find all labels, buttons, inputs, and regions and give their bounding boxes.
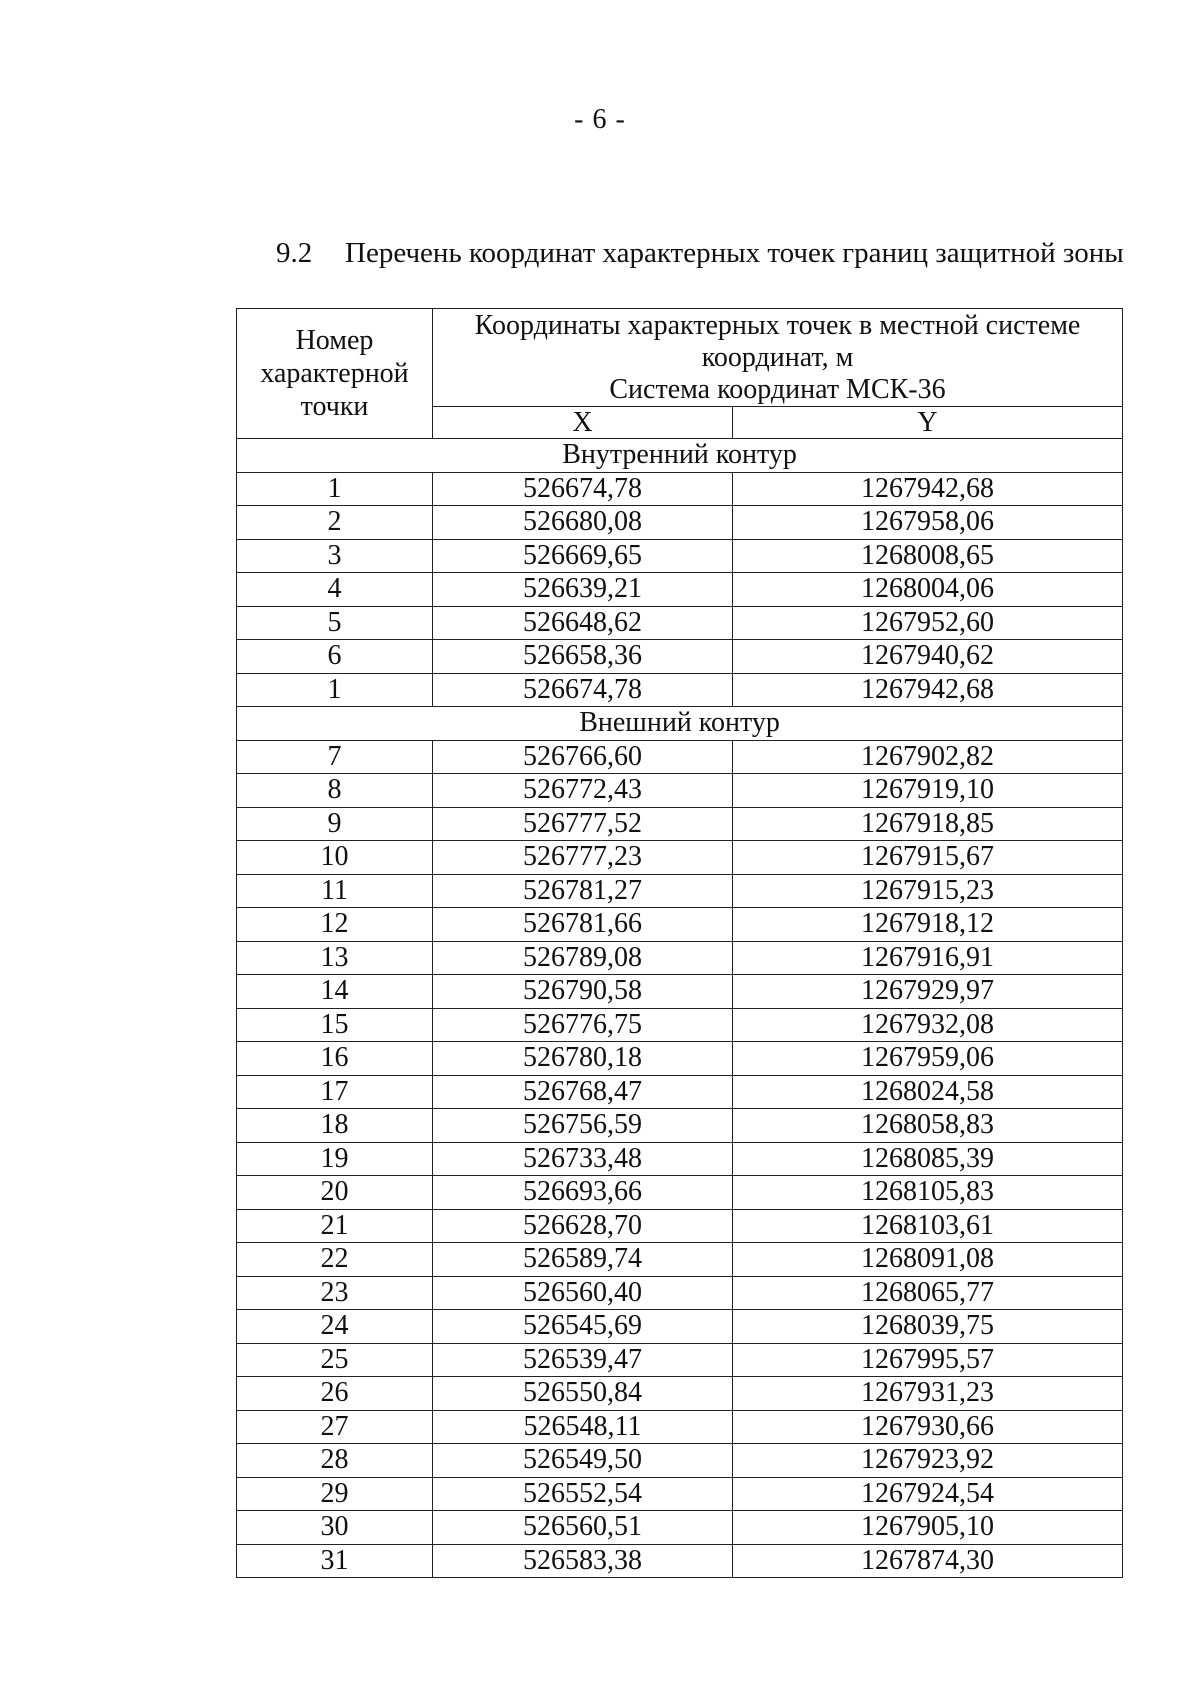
header-coordinates-line2: координат, м xyxy=(701,341,854,373)
table-row xyxy=(237,1109,1123,1143)
table-row xyxy=(237,1511,1123,1545)
x-coordinate-cell: 526781,66 xyxy=(433,908,733,942)
table-row xyxy=(237,1477,1123,1511)
x-coordinate-cell: 526548,11 xyxy=(433,1410,733,1444)
y-coordinate-cell: 1267931,23 xyxy=(733,1377,1123,1411)
y-coordinate-cell: 1267952,60 xyxy=(733,606,1123,640)
point-number-cell: 26 xyxy=(237,1377,433,1411)
x-coordinate-cell: 526658,36 xyxy=(433,640,733,674)
point-number-cell: 1 xyxy=(237,472,433,506)
table-row xyxy=(237,807,1123,841)
table-row xyxy=(237,908,1123,942)
point-number-cell: 18 xyxy=(237,1109,433,1143)
table-row xyxy=(237,1142,1123,1176)
x-coordinate-cell: 526777,52 xyxy=(433,807,733,841)
x-coordinate-cell: 526549,50 xyxy=(433,1444,733,1478)
table-row xyxy=(237,1444,1123,1478)
x-coordinate-cell: 526560,40 xyxy=(433,1276,733,1310)
point-number-cell: 17 xyxy=(237,1075,433,1109)
point-number-cell: 9 xyxy=(237,807,433,841)
point-number-cell: 25 xyxy=(237,1343,433,1377)
header-x: X xyxy=(433,407,733,439)
y-coordinate-cell: 1267932,08 xyxy=(733,1008,1123,1042)
y-coordinate-cell: 1267940,62 xyxy=(733,640,1123,674)
x-coordinate-cell: 526550,84 xyxy=(433,1377,733,1411)
x-coordinate-cell: 526552,54 xyxy=(433,1477,733,1511)
x-coordinate-cell: 526781,27 xyxy=(433,874,733,908)
coordinates-table xyxy=(236,308,1123,1578)
y-coordinate-cell: 1267923,92 xyxy=(733,1444,1123,1478)
point-number-cell: 30 xyxy=(237,1511,433,1545)
table-row xyxy=(237,1008,1123,1042)
y-coordinate-cell: 1267959,06 xyxy=(733,1042,1123,1076)
y-coordinate-cell: 1267995,57 xyxy=(733,1343,1123,1377)
y-coordinate-cell: 1267874,30 xyxy=(733,1544,1123,1578)
point-number-cell: 23 xyxy=(237,1276,433,1310)
y-coordinate-cell: 1268024,58 xyxy=(733,1075,1123,1109)
point-number-cell: 29 xyxy=(237,1477,433,1511)
table-row xyxy=(237,874,1123,908)
y-coordinate-cell: 1267905,10 xyxy=(733,1511,1123,1545)
point-number-cell: 12 xyxy=(237,908,433,942)
section-number: 9.2 xyxy=(276,237,313,269)
table-row xyxy=(237,1410,1123,1444)
table-row xyxy=(237,472,1123,506)
point-number-cell: 24 xyxy=(237,1310,433,1344)
y-coordinate-cell: 1268058,83 xyxy=(733,1109,1123,1143)
x-coordinate-cell: 526628,70 xyxy=(433,1209,733,1243)
x-coordinate-cell: 526680,08 xyxy=(433,506,733,540)
y-coordinate-cell: 1267919,10 xyxy=(733,774,1123,808)
y-coordinate-cell: 1267958,06 xyxy=(733,506,1123,540)
header-coordinates-line1: Координаты характерных точек в местной системе xyxy=(474,309,1081,341)
table-row xyxy=(237,606,1123,640)
table-row xyxy=(237,1176,1123,1210)
section-row xyxy=(237,439,1123,473)
header-y: Y xyxy=(733,407,1123,439)
y-coordinate-cell: 1267942,68 xyxy=(733,472,1123,506)
section-title-cell: Внешний контур xyxy=(237,707,1123,741)
y-coordinate-cell: 1267915,67 xyxy=(733,841,1123,875)
section-title-cell: Внутренний контур xyxy=(237,439,1123,473)
x-coordinate-cell: 526693,66 xyxy=(433,1176,733,1210)
header-coordinates xyxy=(433,309,1123,407)
header-point-number: Номер характерной точки xyxy=(237,309,433,439)
x-coordinate-cell: 526777,23 xyxy=(433,841,733,875)
x-coordinate-cell: 526756,59 xyxy=(433,1109,733,1143)
point-number-cell: 11 xyxy=(237,874,433,908)
point-number-cell: 27 xyxy=(237,1410,433,1444)
table-row xyxy=(237,1377,1123,1411)
table-row xyxy=(237,1276,1123,1310)
y-coordinate-cell: 1267916,91 xyxy=(733,941,1123,975)
y-coordinate-cell: 1268085,39 xyxy=(733,1142,1123,1176)
x-coordinate-cell: 526639,21 xyxy=(433,573,733,607)
x-coordinate-cell: 526766,60 xyxy=(433,740,733,774)
point-number-cell: 7 xyxy=(237,740,433,774)
point-number-cell: 28 xyxy=(237,1444,433,1478)
point-number-cell: 6 xyxy=(237,640,433,674)
point-number-cell: 31 xyxy=(237,1544,433,1578)
y-coordinate-cell: 1268091,08 xyxy=(733,1243,1123,1277)
y-coordinate-cell: 1267902,82 xyxy=(733,740,1123,774)
x-coordinate-cell: 526790,58 xyxy=(433,975,733,1009)
y-coordinate-cell: 1267918,12 xyxy=(733,908,1123,942)
y-coordinate-cell: 1268105,83 xyxy=(733,1176,1123,1210)
point-number-cell: 3 xyxy=(237,539,433,573)
y-coordinate-cell: 1268004,06 xyxy=(733,573,1123,607)
point-number-cell: 8 xyxy=(237,774,433,808)
table-row xyxy=(237,841,1123,875)
point-number-cell: 1 xyxy=(237,673,433,707)
table-header xyxy=(237,309,1123,439)
y-coordinate-cell: 1267924,54 xyxy=(733,1477,1123,1511)
section-heading xyxy=(276,236,1124,270)
x-coordinate-cell: 526539,47 xyxy=(433,1343,733,1377)
y-coordinate-cell: 1267929,97 xyxy=(733,975,1123,1009)
table-row xyxy=(237,573,1123,607)
table-row xyxy=(237,640,1123,674)
x-coordinate-cell: 526583,38 xyxy=(433,1544,733,1578)
x-coordinate-cell: 526780,18 xyxy=(433,1042,733,1076)
x-coordinate-cell: 526589,74 xyxy=(433,1243,733,1277)
point-number-cell: 4 xyxy=(237,573,433,607)
section-row xyxy=(237,707,1123,741)
header-coordinates-line3: Система координат МСК-36 xyxy=(609,373,946,405)
point-number-cell: 19 xyxy=(237,1142,433,1176)
point-number-cell: 14 xyxy=(237,975,433,1009)
y-coordinate-cell: 1267930,66 xyxy=(733,1410,1123,1444)
page-number: - 6 - xyxy=(574,104,626,135)
table-row xyxy=(237,1075,1123,1109)
point-number-cell: 20 xyxy=(237,1176,433,1210)
point-number-cell: 16 xyxy=(237,1042,433,1076)
x-coordinate-cell: 526733,48 xyxy=(433,1142,733,1176)
x-coordinate-cell: 526674,78 xyxy=(433,472,733,506)
table-row xyxy=(237,506,1123,540)
x-coordinate-cell: 526674,78 xyxy=(433,673,733,707)
y-coordinate-cell: 1267942,68 xyxy=(733,673,1123,707)
x-coordinate-cell: 526776,75 xyxy=(433,1008,733,1042)
table-row xyxy=(237,539,1123,573)
table-body xyxy=(237,439,1123,1578)
y-coordinate-cell: 1268065,77 xyxy=(733,1276,1123,1310)
table-row xyxy=(237,1209,1123,1243)
point-number-cell: 5 xyxy=(237,606,433,640)
y-coordinate-cell: 1268103,61 xyxy=(733,1209,1123,1243)
table-row xyxy=(237,1310,1123,1344)
x-coordinate-cell: 526560,51 xyxy=(433,1511,733,1545)
table-row xyxy=(237,1243,1123,1277)
section-title: Перечень координат характерных точек границ защитной зоны xyxy=(345,237,1124,269)
table-row xyxy=(237,941,1123,975)
x-coordinate-cell: 526789,08 xyxy=(433,941,733,975)
table-row xyxy=(237,673,1123,707)
table-row xyxy=(237,1343,1123,1377)
table-row xyxy=(237,975,1123,1009)
table-row xyxy=(237,774,1123,808)
y-coordinate-cell: 1268039,75 xyxy=(733,1310,1123,1344)
y-coordinate-cell: 1268008,65 xyxy=(733,539,1123,573)
y-coordinate-cell: 1267918,85 xyxy=(733,807,1123,841)
table-row xyxy=(237,1544,1123,1578)
point-number-cell: 22 xyxy=(237,1243,433,1277)
table-row xyxy=(237,1042,1123,1076)
x-coordinate-cell: 526669,65 xyxy=(433,539,733,573)
x-coordinate-cell: 526768,47 xyxy=(433,1075,733,1109)
x-coordinate-cell: 526545,69 xyxy=(433,1310,733,1344)
point-number-cell: 21 xyxy=(237,1209,433,1243)
x-coordinate-cell: 526648,62 xyxy=(433,606,733,640)
y-coordinate-cell: 1267915,23 xyxy=(733,874,1123,908)
table-row xyxy=(237,740,1123,774)
point-number-cell: 15 xyxy=(237,1008,433,1042)
point-number-cell: 2 xyxy=(237,506,433,540)
point-number-cell: 13 xyxy=(237,941,433,975)
point-number-cell: 10 xyxy=(237,841,433,875)
x-coordinate-cell: 526772,43 xyxy=(433,774,733,808)
